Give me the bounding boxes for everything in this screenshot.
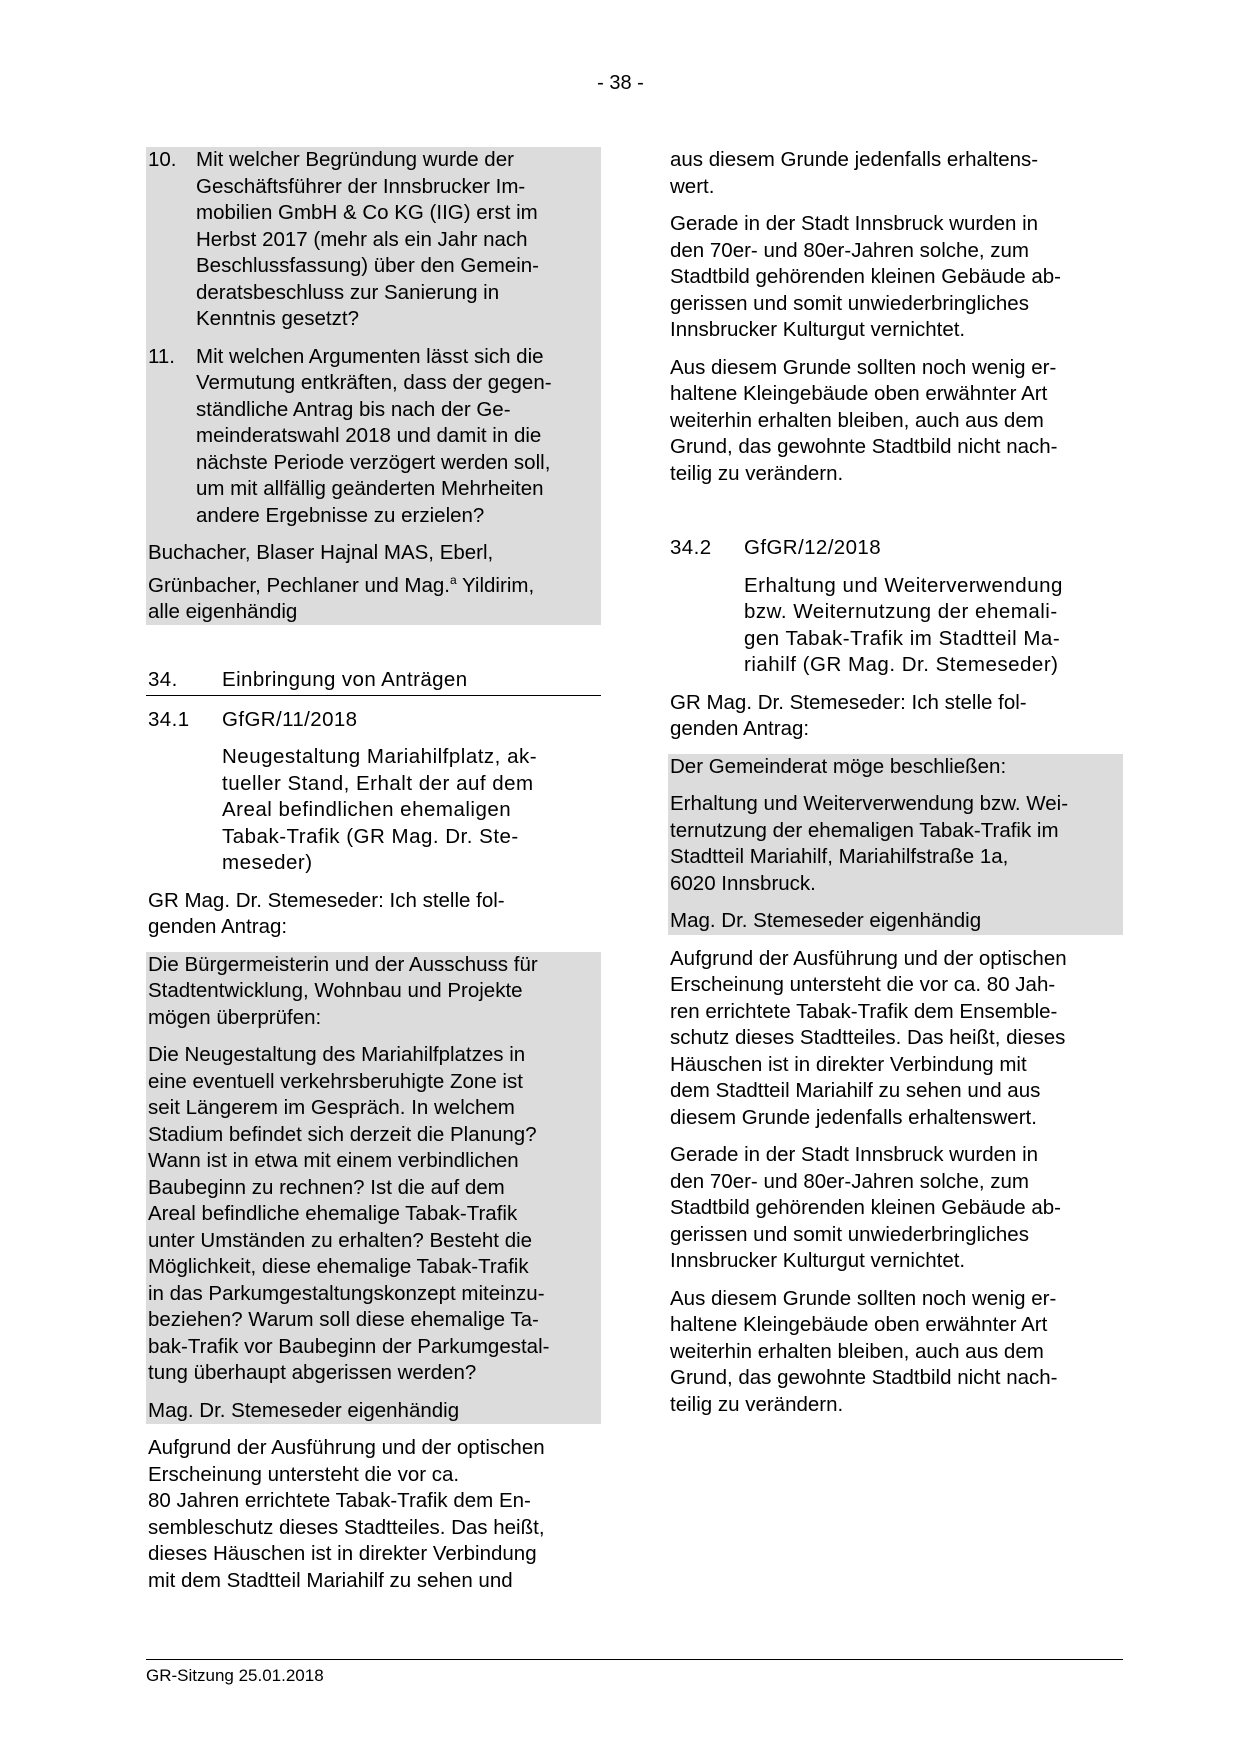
text-line: mobilien GmbH & Co KG (IIG) erst im [196,201,538,224]
text-line: Grund, das gewohnte Stadtbild nicht nach- [670,435,1058,458]
text-line: haltene Kleingebäude oben erwähnter Art [670,1313,1048,1336]
text-line: Innsbrucker Kulturgut vernichtet. [670,318,966,341]
text-line: Buchacher, Blaser Hajnal MAS, Eberl, [148,541,494,564]
text-line: 80 Jahren errichtete Tabak-Trafik dem En- [148,1489,531,1513]
text-line: Gerade in der Stadt Innsbruck wurden in [670,212,1039,235]
text-line: ternutzung der ehemaligen Tabak-Trafik im [670,818,1059,842]
text-line: genden Antrag: [148,915,288,939]
text-line: Aus diesem Grunde sollten noch wenig er- [670,1286,1057,1310]
reason-text [668,946,1123,1132]
text-line: andere Ergebnisse zu erzielen? [196,503,485,527]
text-line: Aufgrund der Ausführung und der optischen [148,1436,545,1460]
page-number: - 38 - [597,72,644,94]
text-line: Häuschen ist in direkter Verbindung mit [670,1052,1027,1076]
intro-text [668,690,1123,743]
text-line: Vermutung entkräften, dass der gegen- [196,371,552,394]
text-line: ren errichtete Tabak-Trafik dem Ensemble- [670,999,1058,1023]
text-line: Neugestaltung Mariahilfplatz, ak- [222,745,538,769]
text-line: meseder) [222,851,313,875]
text-line: wert. [670,174,715,198]
question-item [146,147,601,333]
text-line: Tabak-Trafik (GR Mag. Dr. Ste- [222,824,519,848]
text-line: Beschlussfassung) über den Gemein- [196,254,539,277]
text-line: Baubeginn zu rechnen? Ist die auf dem [148,1175,505,1199]
text-line: Mit welcher Begründung wurde der [196,148,514,171]
text-line: Gerade in der Stadt Innsbruck wurden in [670,1143,1039,1166]
text-line: dem Stadtteil Mariahilf zu sehen und aus [670,1079,1041,1102]
text-line: den 70er- und 80er-Jahren solche, zum [670,1169,1029,1193]
text-line: tung überhaupt abgerissen werden? [148,1361,477,1385]
text-line: Erhaltung und Weiterverwendung bzw. Wei- [670,792,1069,815]
footer-divider [146,1659,1123,1660]
text-line: Innsbrucker Kulturgut vernichtet. [670,1249,966,1272]
text-line: riahilf (GR Mag. Dr. Stemeseder) [744,653,1059,676]
text-line: mit dem Stadtteil Mariahilf zu sehen und [148,1568,513,1592]
text-line: beziehen? Warum soll diese ehemalige Ta- [148,1308,539,1332]
motion-body [670,791,1119,897]
paragraph [668,355,1123,488]
questions-box [146,147,601,625]
text-line: seit Längerem im Gespräch. In welchem [148,1096,515,1120]
text-line: haltene Kleingebäude oben erwähnter Art [670,382,1048,405]
left-column [146,147,601,1594]
text-line: Mit welchen Argumenten lässt sich die [196,344,544,368]
text-line: Aufgrund der Ausführung und der optischen [670,946,1067,970]
motion-head: Der Gemeinderat möge beschließen: [670,754,1007,778]
section-title: Einbringung von Anträgen [222,668,468,692]
text-line: Geschäftsführer der Innsbrucker Im- [196,174,526,198]
text-line: GR Mag. Dr. Stemeseder: Ich stelle fol- [148,888,505,912]
text-line: Erhaltung und Weiterverwendung [744,573,1063,597]
text-line: Erscheinung untersteht die vor ca. 80 Jah- [670,973,1056,996]
text-line: Stadtteil Mariahilf, Mariahilfstraße 1a, [670,845,1009,868]
text-line: deratsbeschluss zur Sanierung in [196,280,500,304]
text-line: teilig zu verändern. [670,461,844,485]
text-line [148,567,597,599]
text-line: Aus diesem Grunde sollten noch wenig er- [670,355,1057,379]
text-line: Stadium befindet sich derzeit die Planung? [148,1122,537,1146]
text-line: Kenntnis gesetzt? [196,307,359,330]
question-item [146,344,601,530]
paragraph [668,1142,1123,1275]
section-number: 34. [148,668,178,692]
text-line: GR Mag. Dr. Stemeseder: Ich stelle fol- [670,690,1027,714]
motion-signature: Mag. Dr. Stemeseder eigenhändig [148,1398,460,1422]
text-line: weiterhin erhalten bleiben, auch aus dem [670,1339,1044,1363]
text-line: unter Umständen zu erhalten? Besteht die [148,1228,533,1252]
paragraph [668,1286,1123,1419]
motion-signature: Mag. Dr. Stemeseder eigenhändig [670,909,982,932]
section-heading [146,667,601,696]
subsection-number: 34.1 [148,707,190,731]
text-line: gerissen und somit unwiederbringliches [670,291,1029,315]
text-line: alle eigenhändig [148,599,298,623]
text-line: sembleschutz dieses Stadtteiles. Das heißt, [148,1515,545,1539]
text-line: dieses Häuschen ist in direkter Verbindung [148,1542,537,1566]
text-line: Areal befindlichen ehemaligen [222,798,512,822]
text-line: diesem Grunde jedenfalls erhaltenswert. [670,1105,1037,1129]
intro-text [146,888,601,941]
paragraph [668,211,1123,344]
text-line: Stadtentwicklung, Wohnbau und Projekte [148,979,523,1003]
question-text [196,344,597,530]
question-number: 11. [148,344,175,368]
text-line: Grund, das gewohnte Stadtbild nicht nach- [670,1366,1058,1389]
continued-text [668,147,1123,200]
text-line: Areal befindliche ehemalige Tabak-Trafik [148,1202,518,1226]
text-line: Stadtbild gehörenden kleinen Gebäude ab- [670,1196,1061,1219]
text-line: Möglichkeit, diese ehemalige Tabak-Trafik [148,1255,529,1279]
text-fragment: Yildirim, [456,573,535,597]
subsection-heading [146,707,601,734]
motion-head [148,952,597,1032]
text-line: in das Parkumgestaltungskonzept miteinzu- [148,1281,545,1305]
text-line: Wann ist in etwa mit einem verbindlichen [148,1149,519,1173]
superscript: a [450,572,457,587]
motion-body [148,1042,597,1387]
text-line: nächste Periode verzögert werden soll, [196,450,551,474]
signers [146,540,601,625]
text-line: teilig zu verändern. [670,1392,844,1416]
text-line: tueller Stand, Erhalt der auf dem [222,771,534,795]
right-column [668,147,1123,1418]
question-text [196,147,597,333]
reason-text [146,1435,601,1594]
text-line: aus diesem Grunde jedenfalls erhaltens- [670,148,1039,171]
subsection-number: 34.2 [670,536,712,559]
footer-text: GR-Sitzung 25.01.2018 [146,1666,324,1685]
text-line: ständliche Antrag bis nach der Ge- [196,397,511,421]
text-line: meinderatswahl 2018 und damit in die [196,424,542,447]
question-number: 10. [148,148,177,171]
text-line: weiterhin erhalten bleiben, auch aus dem [670,408,1044,432]
text-line: gerissen und somit unwiederbringliches [670,1222,1029,1246]
text-line: um mit allfällig geänderten Mehrheiten [196,477,544,500]
subsection-title [668,573,1123,679]
text-line: Erscheinung untersteht die vor ca. [148,1462,460,1486]
text-line: Die Bürgermeisterin und der Ausschuss für [148,952,538,976]
text-line: eine eventuell verkehrsberuhigte Zone ist [148,1069,523,1093]
text-line: bak-Trafik vor Baubeginn der Parkumgestal- [148,1334,550,1358]
motion-box [146,952,601,1425]
text-line: den 70er- und 80er-Jahren solche, zum [670,238,1029,262]
text-fragment: Grünbacher, Pechlaner und Mag. [148,573,450,597]
text-line: genden Antrag: [670,717,810,740]
text-line: Stadtbild gehörenden kleinen Gebäude ab- [670,265,1061,288]
text-line: Die Neugestaltung des Mariahilfplatzes in [148,1043,526,1067]
text-line: Herbst 2017 (mehr als ein Jahr nach [196,227,528,251]
subsection-code: GfGR/12/2018 [744,536,881,559]
motion-box [668,754,1123,935]
subsection-title [146,744,601,877]
subsection-code: GfGR/11/2018 [222,707,358,731]
text-line: mögen überprüfen: [148,1005,322,1029]
text-line: schutz dieses Stadtteiles. Das heißt, dieses [670,1026,1066,1049]
text-line: gen Tabak-Trafik im Stadtteil Ma- [744,626,1061,650]
subsection-heading [668,535,1123,562]
text-line: 6020 Innsbruck. [670,871,816,895]
text-line: bzw. Weiternutzung der ehemali- [744,600,1058,623]
